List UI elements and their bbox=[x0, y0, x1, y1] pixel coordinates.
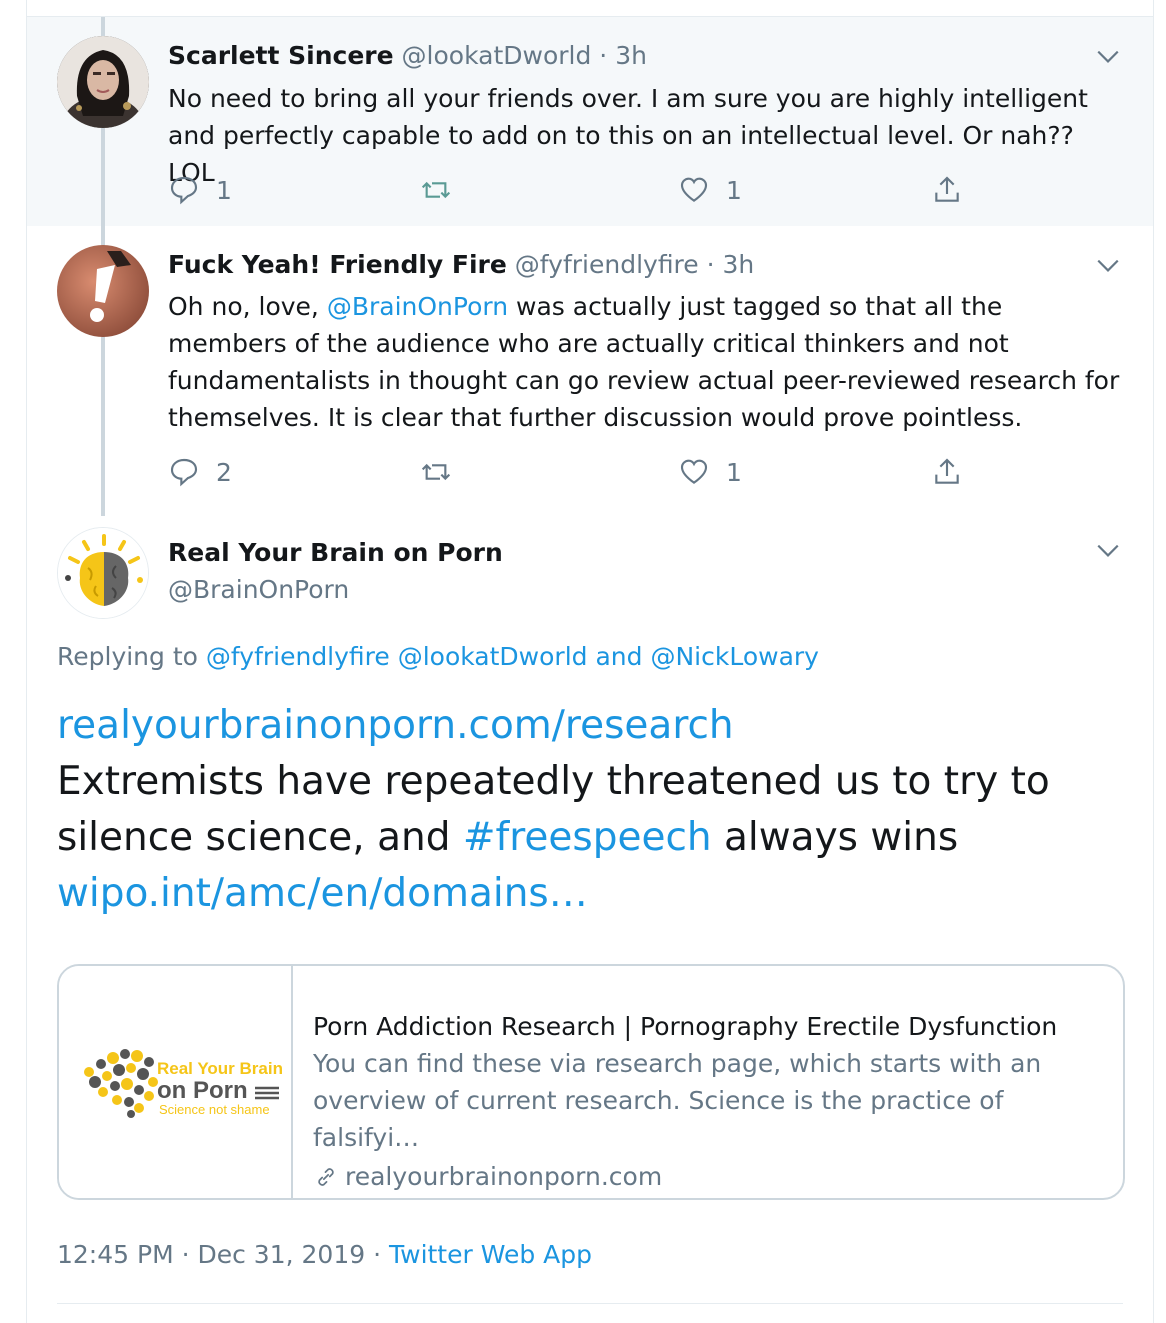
tweet-text: No need to bring all your friends over. I am sure you are highly intelligent and perfectly capable to add on to this on an intellectual level. Or nah?? LOL bbox=[168, 84, 1088, 187]
card-url[interactable] bbox=[313, 1158, 1101, 1195]
card-description: You can find these via research page, which starts with an overview of current research. Science is the practice of falsifyi… bbox=[313, 1049, 1042, 1152]
reply-button[interactable] bbox=[168, 172, 232, 208]
tweet-meta bbox=[57, 1240, 592, 1269]
author-name[interactable]: Scarlett Sincere bbox=[168, 41, 394, 70]
source-app-link[interactable]: Twitter Web App bbox=[388, 1240, 593, 1269]
separator: · bbox=[599, 41, 608, 70]
chevron-down-icon[interactable] bbox=[1095, 252, 1121, 278]
card-url-text: realyourbrainonporn.com bbox=[345, 1162, 663, 1191]
main-author-name[interactable]: Real Your Brain on Porn bbox=[168, 538, 503, 567]
reply-tweet-1[interactable] bbox=[27, 17, 1153, 226]
replying-link-3[interactable]: @NickLowary bbox=[650, 642, 819, 671]
text-before: Oh no, love, bbox=[168, 292, 327, 321]
reply-count: 2 bbox=[216, 457, 232, 487]
share-button[interactable] bbox=[931, 454, 963, 490]
text-part-2: always wins bbox=[711, 815, 959, 860]
text-after: was actually just tagged so that all the members of the audience who are actually critical thinkers and not fundamentalists in thought can go review actual peer-reviewed research for themselves. It is clear that further discussion would prove pointless. bbox=[168, 292, 1120, 432]
share-icon bbox=[931, 174, 963, 206]
action-bar bbox=[168, 454, 968, 490]
share-button[interactable] bbox=[931, 172, 963, 208]
replying-to bbox=[57, 642, 819, 671]
tweet-time[interactable]: 3h bbox=[722, 250, 755, 279]
card-thumbnail bbox=[59, 966, 293, 1198]
mention-link[interactable]: @BrainOnPorn bbox=[326, 292, 509, 321]
reply-icon bbox=[168, 174, 200, 206]
reply-tweet-2[interactable] bbox=[27, 226, 1153, 516]
replying-and[interactable]: and bbox=[595, 642, 643, 671]
reply-count: 1 bbox=[216, 175, 232, 205]
retweet-icon bbox=[420, 174, 452, 206]
like-button[interactable] bbox=[678, 172, 742, 208]
heart-icon bbox=[678, 456, 710, 488]
timestamp[interactable]: 12:45 PM · Dec 31, 2019 · bbox=[57, 1240, 382, 1269]
link-icon bbox=[313, 1164, 339, 1190]
card-title[interactable]: Porn Addiction Research | Pornography Erectile Dysfunction bbox=[313, 1012, 1058, 1041]
replying-link-1[interactable]: @fyfriendlyfire bbox=[205, 642, 390, 671]
main-avatar[interactable] bbox=[57, 527, 149, 619]
share-icon bbox=[931, 456, 963, 488]
author-handle[interactable]: @lookatDworld bbox=[401, 41, 592, 70]
separator: · bbox=[706, 250, 715, 279]
reply-button[interactable] bbox=[168, 454, 232, 490]
retweet-button[interactable] bbox=[420, 172, 468, 208]
brain-logo-icon bbox=[59, 966, 293, 1198]
hashtag-link[interactable]: #freespeech bbox=[462, 815, 712, 860]
replying-prefix: Replying to bbox=[57, 642, 198, 671]
main-author-handle[interactable]: @BrainOnPorn bbox=[168, 575, 350, 604]
avatar[interactable] bbox=[57, 245, 149, 337]
author-name[interactable]: Fuck Yeah! Friendly Fire bbox=[168, 250, 507, 279]
logo-line-1: Real Your Brain bbox=[157, 1059, 283, 1078]
chevron-down-icon[interactable] bbox=[1095, 537, 1121, 563]
author-handle[interactable]: @fyfriendlyfire bbox=[514, 250, 699, 279]
main-tweet-text bbox=[57, 698, 1117, 922]
reply-icon bbox=[168, 456, 200, 488]
logo-line-2: on Porn bbox=[157, 1077, 248, 1104]
retweet-button[interactable] bbox=[420, 454, 468, 490]
card-content bbox=[313, 1008, 1101, 1195]
replying-link-2[interactable]: @lookatDworld bbox=[397, 642, 588, 671]
retweet-icon bbox=[420, 456, 452, 488]
like-count: 1 bbox=[726, 175, 742, 205]
like-count: 1 bbox=[726, 457, 742, 487]
avatar[interactable] bbox=[57, 36, 149, 128]
tweet-text bbox=[168, 288, 1125, 436]
tweet-time[interactable]: 3h bbox=[615, 41, 647, 70]
chevron-down-icon[interactable] bbox=[1095, 43, 1121, 69]
heart-icon bbox=[678, 174, 710, 206]
action-bar bbox=[168, 172, 968, 208]
link-preview-card[interactable] bbox=[57, 964, 1125, 1200]
logo-line-3: Science not shame bbox=[159, 1102, 270, 1117]
wipo-link[interactable]: wipo.int/amc/en/domains… bbox=[57, 871, 588, 916]
bottom-divider bbox=[57, 1303, 1123, 1304]
conversation-frame bbox=[26, 0, 1154, 1323]
like-button[interactable] bbox=[678, 454, 742, 490]
research-link[interactable]: realyourbrainonporn.com/research bbox=[57, 703, 734, 748]
text-part-1: Extremists have repeatedly threatened us to try to silence science, and bbox=[57, 759, 1050, 860]
